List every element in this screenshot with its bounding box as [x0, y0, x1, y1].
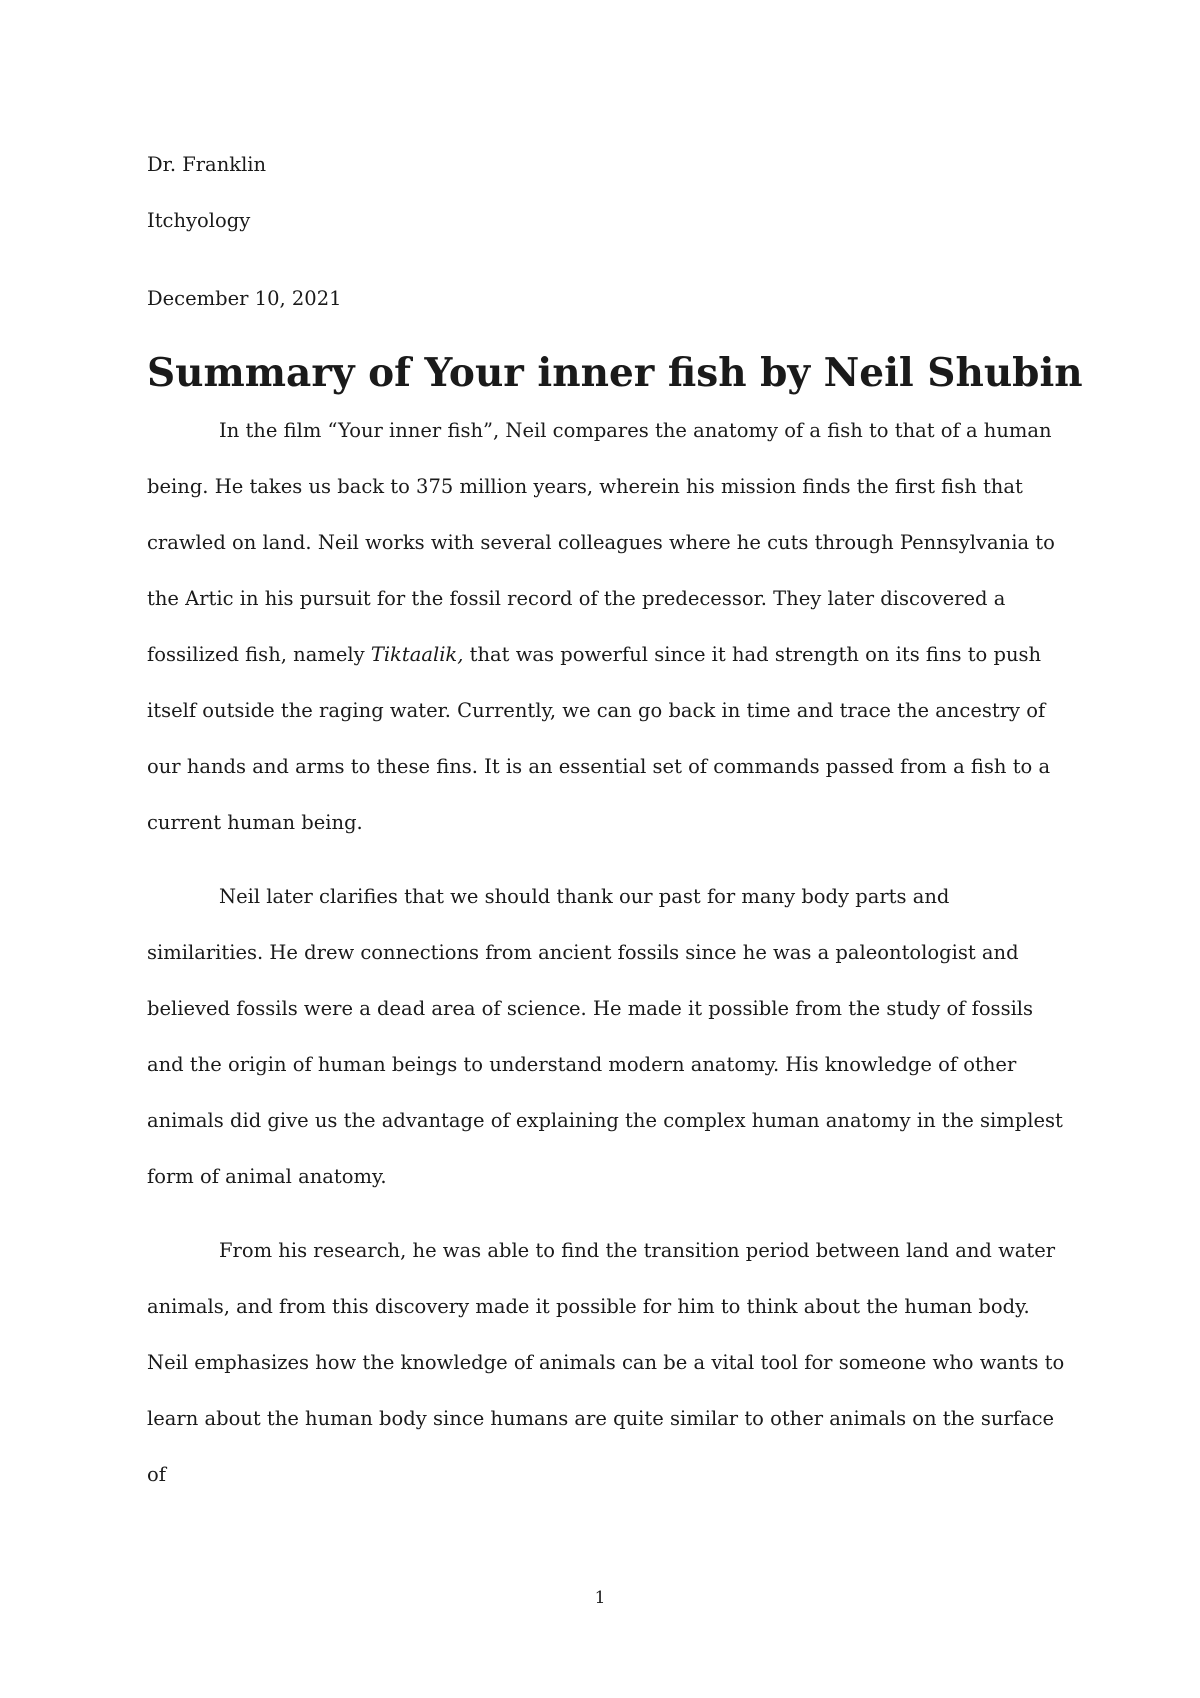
document-title: Summary of Your inner fish by Neil Shubin [147, 350, 1083, 396]
paragraph-3: From his research, he was able to find the transition period between land and water animals, and from this discovery made it possible for him to think about the human body. Neil emphasizes how the knowledge of animals can be a vital tool for someone who wants to learn about the human body since humans are quite similar to other animals on the surface of [147, 1239, 1065, 1486]
page-number: 1 [594, 1588, 606, 1608]
document-body [147, 137, 1083, 1503]
paragraph-2: Neil later clarifies that we should thank our past for many body parts and similarities. He drew connections from ancient fossils since he was a paleontologist and believed fossils were a dead area of science. He made it possible from the study of fossils and the origin of human beings to understand modern anatomy. His knowledge of other animals did give us the advantage of explaining the complex human anatomy in the simplest form of animal anatomy. [147, 885, 1063, 1188]
instructor-name: Dr. Franklin [147, 153, 267, 176]
document-date: December 10, 2021 [147, 287, 342, 310]
paragraph-1-text-end: that was powerful since it had strength on its fins to push itself outside the raging water. Currently, we can go back in time and trace the ancestry of our hands and arms to these fins. It is an essential set of commands passed from a fish to a current human being. [147, 643, 1051, 834]
species-name-italic: Tiktaalik, [370, 643, 464, 666]
paragraph-1-text-start: In the film “Your inner fish”, Neil compares the anatomy of a fish to that of a human being. He takes us back to 375 million years, wherein his mission finds the first fish that crawled on land. Neil works with several colleagues where he cuts through Pennsylvania to the Artic in his pursuit for the fossil record of the predecessor. They later discovered a fossilized fish, namely [147, 419, 1055, 666]
course-name: Itchyology [147, 209, 251, 232]
paragraph-1 [147, 403, 1067, 851]
